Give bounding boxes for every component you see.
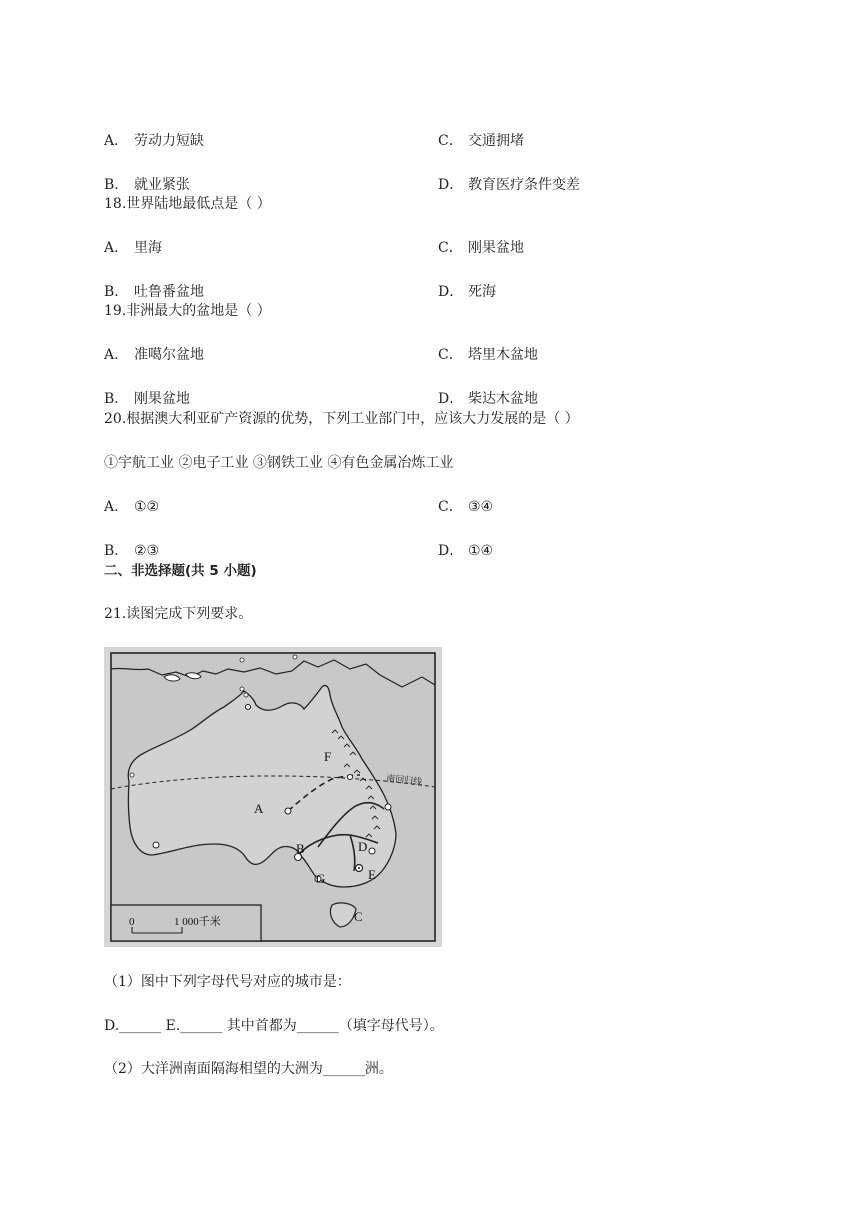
section-title: 二、非选择题(共 5 小题) (104, 563, 257, 579)
question-21-part-1-blanks[interactable]: D.______ E.______ 其中首都为______（填字母代号）。 (104, 1018, 444, 1034)
label-c: C (354, 909, 363, 924)
label-d: D (358, 839, 368, 854)
option-d[interactable]: D． ①④ (438, 543, 494, 559)
option-c[interactable]: C． ③④ (438, 499, 494, 515)
option-b[interactable]: B． 就业紧张 (104, 177, 190, 193)
label-g: G (316, 871, 326, 886)
option-b[interactable]: B． ②③ (104, 543, 160, 559)
option-b[interactable]: B． 吐鲁番盆地 (104, 284, 204, 300)
option-c[interactable]: C． 塔里木盆地 (438, 347, 538, 363)
option-c[interactable]: C． 刚果盆地 (438, 240, 524, 256)
option-d[interactable]: D． 教育医疗条件变差 (438, 177, 580, 193)
option-a[interactable]: A． 准噶尔盆地 (104, 347, 204, 363)
scale-zero: 0 (129, 916, 135, 928)
label-f: F (324, 749, 332, 764)
question-21-stem: 21.读图完成下列要求。 (104, 606, 253, 622)
australia-map (104, 647, 442, 947)
option-a[interactable]: A． ①② (104, 499, 160, 515)
option-b[interactable]: B． 刚果盆地 (104, 391, 190, 407)
question-19-stem: 19.非洲最大的盆地是（ ） (104, 303, 271, 319)
label-b: B (296, 841, 305, 856)
option-d[interactable]: D． 死海 (438, 284, 496, 300)
tropic-label: 南回归线 (385, 773, 423, 787)
question-18-stem: 18.世界陆地最低点是（ ） (104, 196, 271, 212)
option-a[interactable]: A． 劳动力短缺 (104, 133, 204, 149)
question-20-items: ①宇航工业 ②电子工业 ③钢铁工业 ④有色金属冶炼工业 (104, 455, 454, 471)
label-e: E (368, 867, 376, 882)
scale-text: 1 000千米 (174, 916, 221, 928)
question-21-part-1: （1）图中下列字母代号对应的城市是： (104, 974, 351, 990)
question-21-part-2[interactable]: （2）大洋洲南面隔海相望的大洲为______洲。 (104, 1061, 393, 1077)
question-20-stem: 20.根据澳大利亚矿产资源的优势，下列工业部门中，应该大力发展的是（ ） (104, 411, 579, 427)
option-a[interactable]: A． 里海 (104, 240, 162, 256)
option-d[interactable]: D． 柴达木盆地 (438, 391, 538, 407)
option-c[interactable]: C． 交通拥堵 (438, 133, 524, 149)
label-a: A (254, 801, 264, 816)
